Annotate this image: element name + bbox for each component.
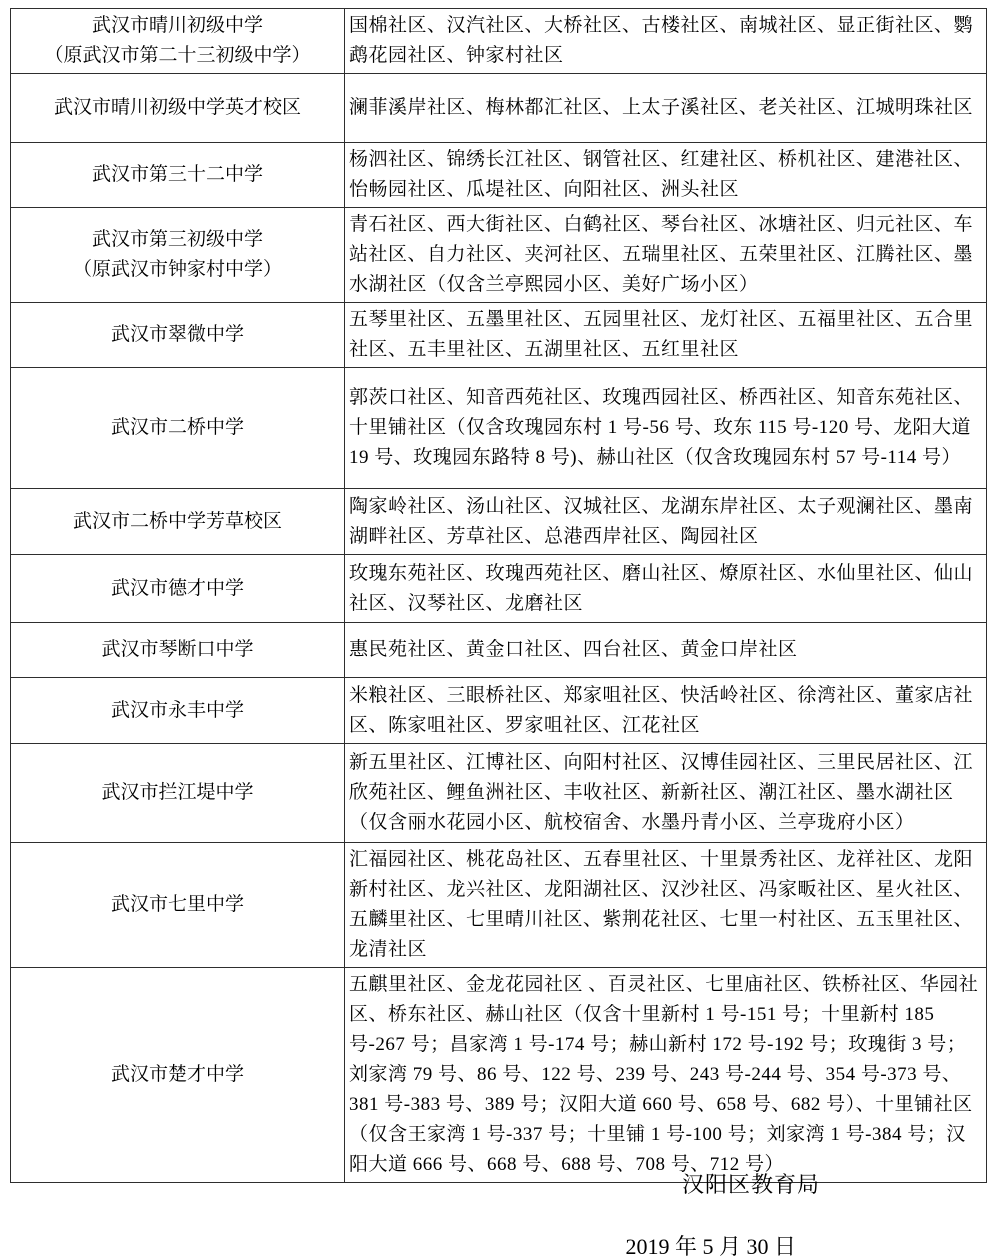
table-row: [11, 208, 987, 303]
table-row: [11, 368, 987, 489]
school-name-cell: 武汉市第三初级中学 （原武汉市钟家村中学）: [11, 208, 345, 303]
school-name-cell: 武汉市七里中学: [11, 843, 345, 968]
school-name-cell: 武汉市永丰中学: [11, 678, 345, 744]
school-name-cell: 武汉市琴断口中学: [11, 623, 345, 678]
school-name-cell: 武汉市二桥中学: [11, 368, 345, 489]
table-row: [11, 623, 987, 678]
table-row: [11, 143, 987, 208]
table-row: [11, 843, 987, 968]
community-list-cell: 新五里社区、江博社区、向阳村社区、汉博佳园社区、三里民居社区、江欣苑社区、鲤鱼洲社区、丰收社区、新新社区、潮江社区、墨水湖社区（仅含丽水花园小区、航校宿舍、水墨丹青小区、兰亭珑府小区）: [345, 744, 987, 843]
school-name-cell: 武汉市二桥中学芳草校区: [11, 489, 345, 555]
school-name-cell: 武汉市翠微中学: [11, 303, 345, 368]
issue-date: 2019 年 5 月 30 日: [625, 1234, 796, 1259]
table-row: [11, 968, 987, 1183]
school-name-cell: 武汉市德才中学: [11, 555, 345, 623]
school-name-cell: 武汉市拦江堤中学: [11, 744, 345, 843]
table-row: [11, 74, 987, 143]
community-list-cell: 陶家岭社区、汤山社区、汉城社区、龙湖东岸社区、太子观澜社区、墨南湖畔社区、芳草社区、总港西岸社区、陶园社区: [345, 489, 987, 555]
community-list-cell: 五琴里社区、五墨里社区、五园里社区、龙灯社区、五福里社区、五合里社区、五丰里社区、五湖里社区、五红里社区: [345, 303, 987, 368]
issuer-signature: 汉阳区教育局: [681, 1172, 820, 1197]
table-row: [11, 489, 987, 555]
community-list-cell: 青石社区、西大街社区、白鹤社区、琴台社区、冰塘社区、归元社区、车站社区、自力社区、夹河社区、五瑞里社区、五荣里社区、江腾社区、墨水湖社区（仅含兰亭熙园小区、美好广场小区）: [345, 208, 987, 303]
school-name-cell: 武汉市第三十二中学: [11, 143, 345, 208]
school-name-cell: 武汉市楚才中学: [11, 968, 345, 1183]
table-row: [11, 744, 987, 843]
table-row: [11, 9, 987, 74]
school-name-cell: 武汉市晴川初级中学 （原武汉市第二十三初级中学）: [11, 9, 345, 74]
community-list-cell: 澜菲溪岸社区、梅林都汇社区、上太子溪社区、老关社区、江城明珠社区: [345, 74, 987, 143]
community-list-cell: 玫瑰东苑社区、玫瑰西苑社区、磨山社区、燎原社区、水仙里社区、仙山社区、汉琴社区、龙磨社区: [345, 555, 987, 623]
community-list-cell: 国棉社区、汉汽社区、大桥社区、古楼社区、南城社区、显正街社区、鹦鹉花园社区、钟家村社区: [345, 9, 987, 74]
community-list-cell: 杨泗社区、锦绣长江社区、钢管社区、红建社区、桥机社区、建港社区、怡畅园社区、瓜堤社区、向阳社区、洲头社区: [345, 143, 987, 208]
table-row: [11, 678, 987, 744]
community-list-cell: 郭茨口社区、知音西苑社区、玫瑰西园社区、桥西社区、知音东苑社区、十里铺社区（仅含玫瑰园东村 1 号-56 号、玫东 115 号-120 号、龙阳大道 19 号、玫瑰园东路特 8 号)、赫山社区（仅含玫瑰园东村 57 号-114 号）: [345, 368, 987, 489]
community-list-cell: 米粮社区、三眼桥社区、郑家咀社区、快活岭社区、徐湾社区、董家店社区、陈家咀社区、罗家咀社区、江花社区: [345, 678, 987, 744]
table-row: [11, 555, 987, 623]
community-list-cell: 五麒里社区、金龙花园社区 、百灵社区、七里庙社区、铁桥社区、华园社区、桥东社区、赫山社区（仅含十里新村 1 号-151 号；十里新村 185 号-267 号；昌家湾 1 号-174 号；赫山新村 172 号-192 号；玫瑰街 3 号；刘家湾 79 号、86 号、122 号、239 号、243 号-244 号、354 号-373 号、381 号-383 号、389 号；汉阳大道 660 号、658 号、682 号）、十里铺社区（仅含王家湾 1 号-337 号；十里铺 1 号-100 号；刘家湾 1 号-384 号；汉阳大道 666 号、668 号、688 号、708 号、712 号）: [345, 968, 987, 1183]
school-district-table: [10, 8, 987, 1183]
school-name-cell: 武汉市晴川初级中学英才校区: [11, 74, 345, 143]
table-row: [11, 303, 987, 368]
community-list-cell: 惠民苑社区、黄金口社区、四台社区、黄金口岸社区: [345, 623, 987, 678]
community-list-cell: 汇福园社区、桃花岛社区、五春里社区、十里景秀社区、龙祥社区、龙阳新村社区、龙兴社区、龙阳湖社区、汉沙社区、冯家畈社区、星火社区、五麟里社区、七里晴川社区、紫荆花社区、七里一村社区、五玉里社区、龙清社区: [345, 843, 987, 968]
